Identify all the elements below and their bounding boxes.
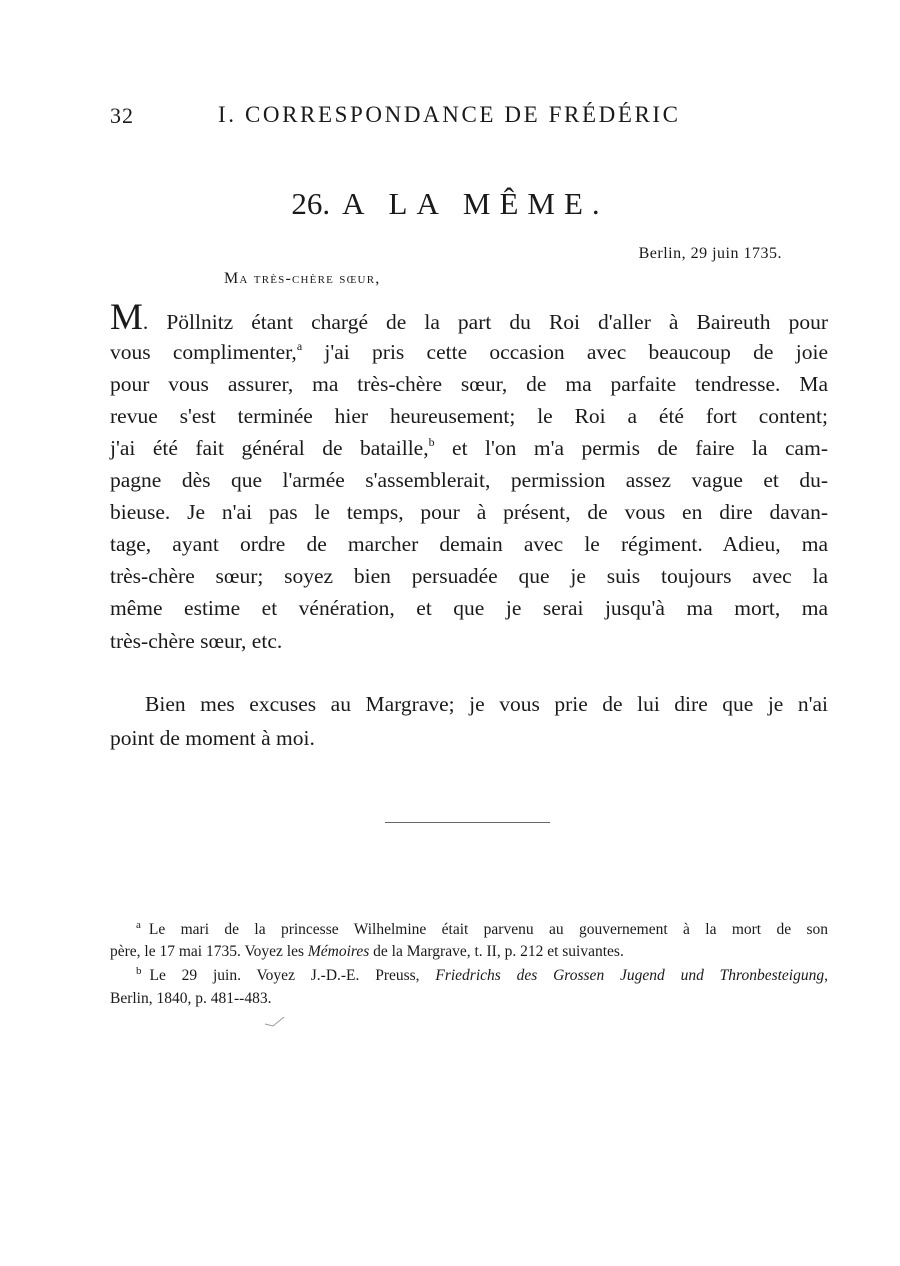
footnote-a-line-2: père, le 17 mai 1735. Voyez les Mémoires de la Margrave, t. II, p. 212 et suivantes. [110,943,624,960]
body-line-5: j'ai été fait général de bataille,$^b$ et l'on m'a permis de faire la cam- [110,435,828,460]
postscript-line-1: Bien mes excuses au Margrave; je vous prie de lui dire que je n'ai [145,692,828,716]
postscript-line-2: point de moment à moi. [110,726,315,750]
footnote-a-line-1: $^a$ Le mari de la princesse Wilhelmine était parvenu au gouvernement à la mort de son [136,919,828,938]
dateline: Berlin, 29 juin 1735. [638,245,782,262]
letter-number: 26. [291,186,331,221]
body-line-2: vous complimenter,$^a$ j'ai pris cette occasion avec beaucoup de joie [110,339,828,364]
drop-cap: M [110,297,143,338]
running-title: I. CORRESPONDANCE DE FRÉDÉRIC [218,102,681,127]
body-line-11: très-chère sœur, etc. [110,629,283,653]
body-line-8: tage, ayant ordre de marcher demain avec le régiment. Adieu, ma [110,532,828,556]
note-ref-b: b [428,435,435,449]
body-line-9: très-chère sœur; soyez bien persuadée que je suis toujours avec la [110,564,828,588]
salutation: Ma très-chère sœur, [224,270,381,287]
letter-name: A LA MÊME. [342,186,609,221]
footnote-mark-a: a [136,919,141,931]
footnote-mark-b: b [136,965,142,977]
page-number: 32 [110,103,134,128]
body-line-10: même estime et vénération, et que je serai jusqu'à ma mort, ma [110,596,828,620]
footnote-b-line-2: Berlin, 1840, p. 481--483. [110,990,272,1007]
stray-pen-mark [264,1015,286,1027]
body-line-4: revue s'est terminée hier heureusement; le Roi a été fort content; [110,404,828,428]
body-line-3: pour vous assurer, ma très-chère sœur, de ma parfaite tendresse. Ma [110,372,828,396]
note-ref-a: a [296,339,303,353]
footnote-b-line-1: $^b$ Le 29 juin. Voyez J.-D.-E. Preuss, Friedrichs des Grossen Jugend und Thronbesteigung, [136,965,828,984]
body-line-1: M. Pöllnitz étant chargé de la part du Roi d'aller à Baireuth pour [110,297,828,338]
letter-title [0,186,900,222]
body-line-6: pagne dès que l'armée s'assemblerait, permission assez vague et du- [110,468,828,492]
section-divider [385,822,550,823]
body-line-7: bieuse. Je n'ai pas le temps, pour à présent, de vous en dire davan- [110,500,828,524]
